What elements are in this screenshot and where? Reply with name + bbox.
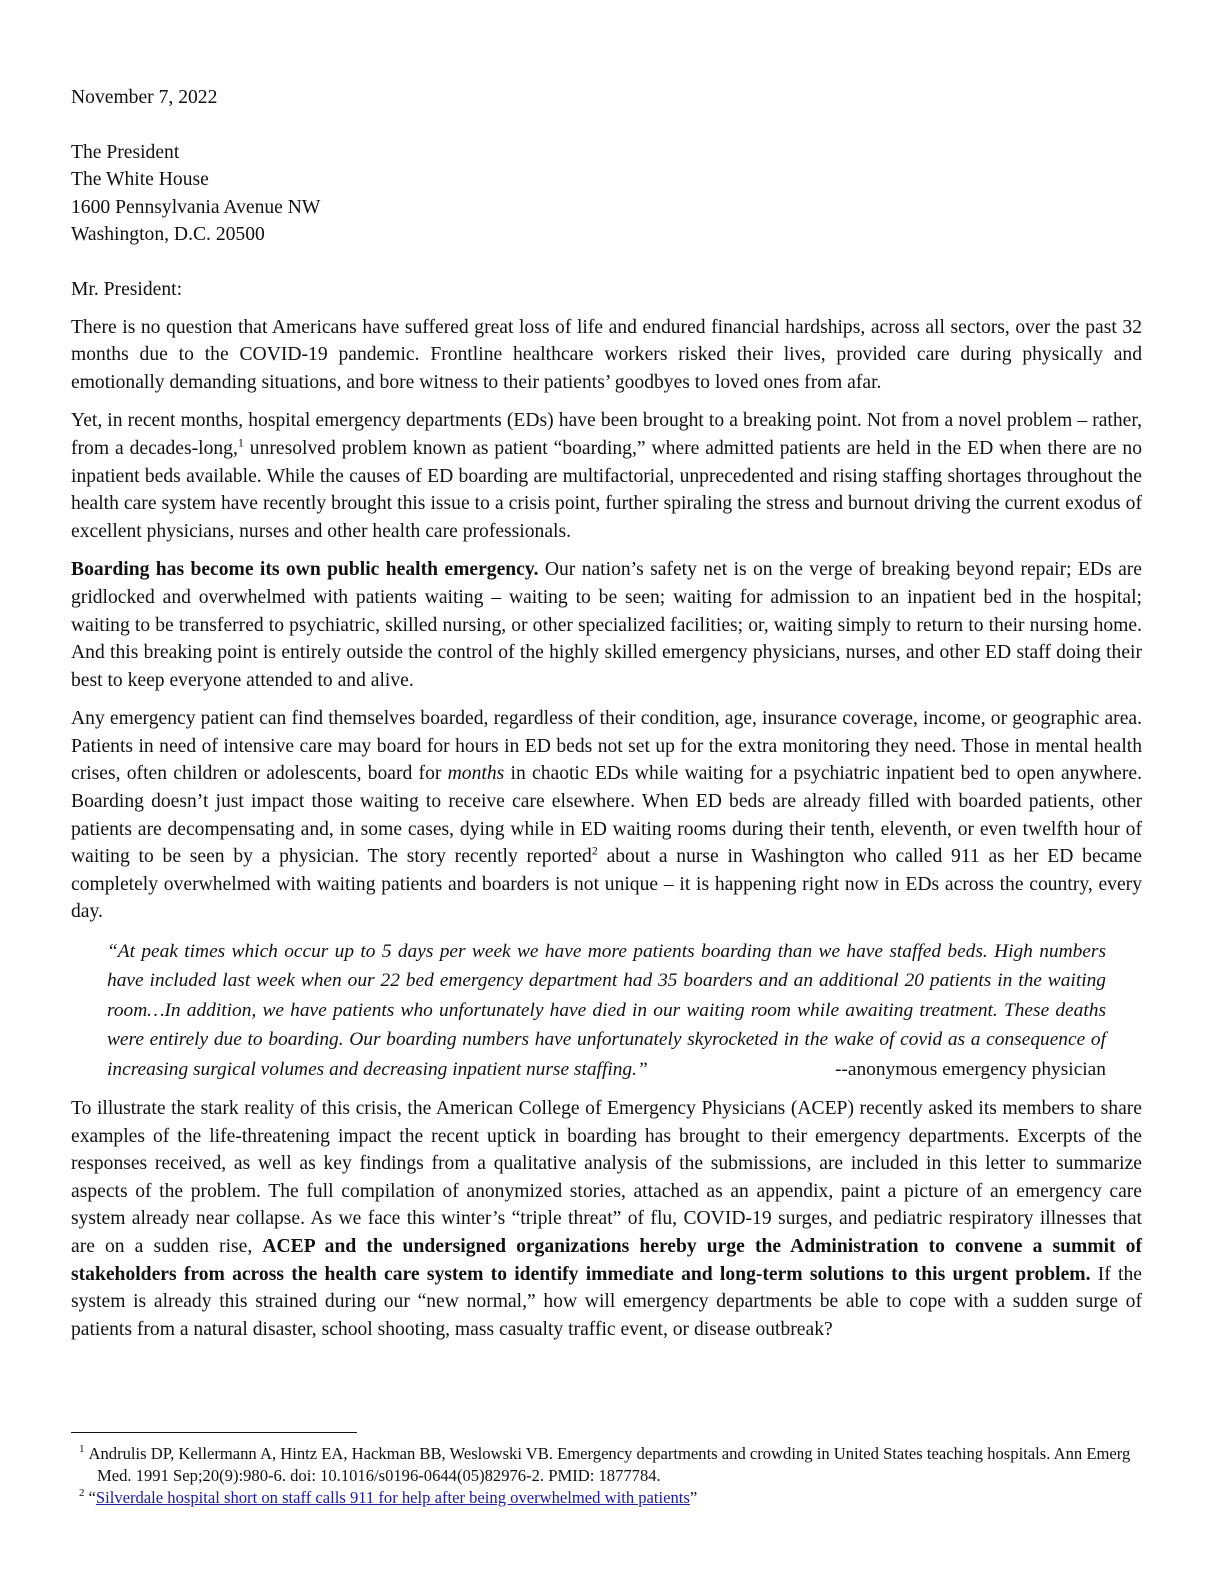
paragraph-text: If the system is already this strained during our “new normal,” how will emergency departments be able to cope with a sudden surge of patients from a natural disaster, school shooting, mass casualty traffic event, or disease outbreak? — [71, 1263, 1142, 1340]
footnotes — [71, 1432, 1151, 1509]
footnote-open-quote: “ — [88, 1488, 96, 1507]
recipient-address — [71, 139, 1142, 249]
quote-line: have included last week when our 22 bed emergency department had 35 boarders and an additional 20 patients in the waiting — [107, 970, 1106, 992]
quote-line: “At peak times which occur up to 5 days per week we have more patients boarding than we have staffed beds. High numbers — [107, 941, 1106, 963]
quote-attribution: --anonymous emergency physician — [834, 1058, 1106, 1080]
quote-last-line — [107, 1055, 1106, 1084]
footnote-divider — [71, 1432, 357, 1433]
recipient-line: The President — [71, 141, 180, 163]
letter-body — [71, 84, 1142, 1354]
emphasis-text: months — [447, 763, 505, 785]
footnote-1 — [71, 1443, 1151, 1487]
paragraph-4 — [71, 705, 1142, 926]
paragraph-1 — [71, 314, 1142, 397]
physician-quote — [107, 937, 1106, 1084]
paragraph-text: Our nation’s safety net is on the verge of breaking beyond repair; EDs are gridlocked and overwhelmed with patients waiting – waiting to be seen; waiting for admission to an inpatient bed in the hospital; waiting to be transferred to psychiatric, skilled nursing, or other specialized facilities; or, waiting simply to return to their nursing home. And this breaking point is entirely outside the control of the highly skilled emergency physicians, nurses, and other ED staff doing their best to keep everyone attended to and alive. — [71, 559, 1142, 691]
paragraph-3 — [71, 556, 1142, 694]
recipient-line: 1600 Pennsylvania Avenue NW — [71, 196, 321, 218]
paragraph-text: To illustrate the stark reality of this crisis, the American College of Emergency Physicians (ACEP) recently asked its members to share examples of the life-threatening impact the recent uptick in boarding has brought to their emergency departments. Excerpts of the responses received, as well as key findings from a qualitative analysis of the submissions, are included in this letter to summarize aspects of the problem. The full compilation of anonymized stories, attached as an appendix, paint a picture of an emergency care system already near collapse. As we face this winter’s “triple threat” of flu, COVID-19 surges, and pediatric respiratory illnesses that are on a sudden rise, — [71, 1098, 1142, 1258]
footnote-ref-2[interactable]: 2 — [591, 843, 598, 858]
quote-line: increasing surgical volumes and decreasing inpatient nurse staffing.” — [107, 1058, 648, 1080]
quote-line: were entirely due to boarding. Our boarding numbers have unfortunately skyrocketed in the wake of covid as a consequence of — [107, 1029, 1106, 1051]
footnote-ref-1[interactable]: 1 — [237, 435, 244, 450]
paragraph-text: in chaotic EDs while waiting for a psychiatric inpatient bed to open anywhere. Boarding doesn’t just impact those waiting to receive care elsewhere. When ED beds are already filled with boarded patients, other patients are decompensating and, in some cases, dying while in ED waiting rooms during their tenth, eleventh, or even twelfth hour of waiting to be seen by a physician. The story recently reported — [71, 763, 1143, 868]
paragraph-2 — [71, 407, 1142, 545]
recipient-line: Washington, D.C. 20500 — [71, 224, 265, 246]
paragraph-text: Any emergency patient can find themselves boarded, regardless of their condition, age, insurance coverage, income, or geographic area. Patients in need of intensive care may board for hours in ED beds not set up for the extra monitoring they need. Those in mental health crises, often children or adolescents, board for — [71, 708, 1142, 785]
quote-line: room…In addition, we have patients who unfortunately have died in our waiting room while awaiting treatment. These deaths — [107, 999, 1106, 1021]
footnote-2 — [71, 1487, 1151, 1509]
footnote-number: 1 — [79, 1443, 85, 1456]
paragraph-text: There is no question that Americans have suffered great loss of life and endured financial hardships, across all sectors, over the past 32 months due to the COVID-19 pandemic. Frontline healthcare workers risked their lives, provided care during physically and emotionally demanding situations, and bore witness to their patients’ goodbyes to loved ones from afar. — [71, 316, 1142, 393]
footnote-number: 2 — [79, 1487, 85, 1500]
bold-request: ACEP and the undersigned organizations hereby urge the Administration to convene a summit of stakeholders from across the health care system to identify immediate and long-term solutions to this urgent problem. — [71, 1236, 1142, 1285]
footnote-close-quote: ” — [689, 1488, 698, 1507]
paragraph-text: Yet, in recent months, hospital emergency departments (EDs) have been brought to a breaking point. Not from a novel problem – rather, from a decades-long, — [71, 410, 1142, 459]
paragraph-text: about a nurse in Washington who called 911 as her ED became completely overwhelmed with waiting patients and boarders is not unique – it is happening right now in EDs across the country, every day. — [71, 846, 1142, 923]
recipient-line: The White House — [71, 169, 209, 191]
footnote-text: Andrulis DP, Kellermann A, Hintz EA, Hackman BB, Weslowski VB. Emergency departments and crowding in United States teaching hospitals. Ann Emerg Med. 1991 Sep;20(9):980-6. doi: 10.1016/s0196-0644(05)82976-2. PMID: 1877784. — [88, 1444, 1131, 1485]
bold-statement: Boarding has become its own public health emergency. — [71, 559, 539, 581]
letter-date: November 7, 2022 — [71, 87, 218, 108]
salutation: Mr. President: — [71, 278, 183, 300]
footnote-link[interactable]: Silverdale hospital short on staff calls 911 for help after being overwhelmed with patients — [95, 1488, 690, 1507]
paragraph-text: unresolved problem known as patient “boarding,” where admitted patients are held in the ED when there are no inpatient beds available. While the causes of ED boarding are multifactorial, unprecedented and rising staffing shortages throughout the health care system have recently brought this issue to a crisis point, further spiraling the stress and burnout driving the current exodus of excellent physicians, nurses and other health care professionals. — [71, 437, 1142, 542]
paragraph-5 — [71, 1095, 1142, 1343]
